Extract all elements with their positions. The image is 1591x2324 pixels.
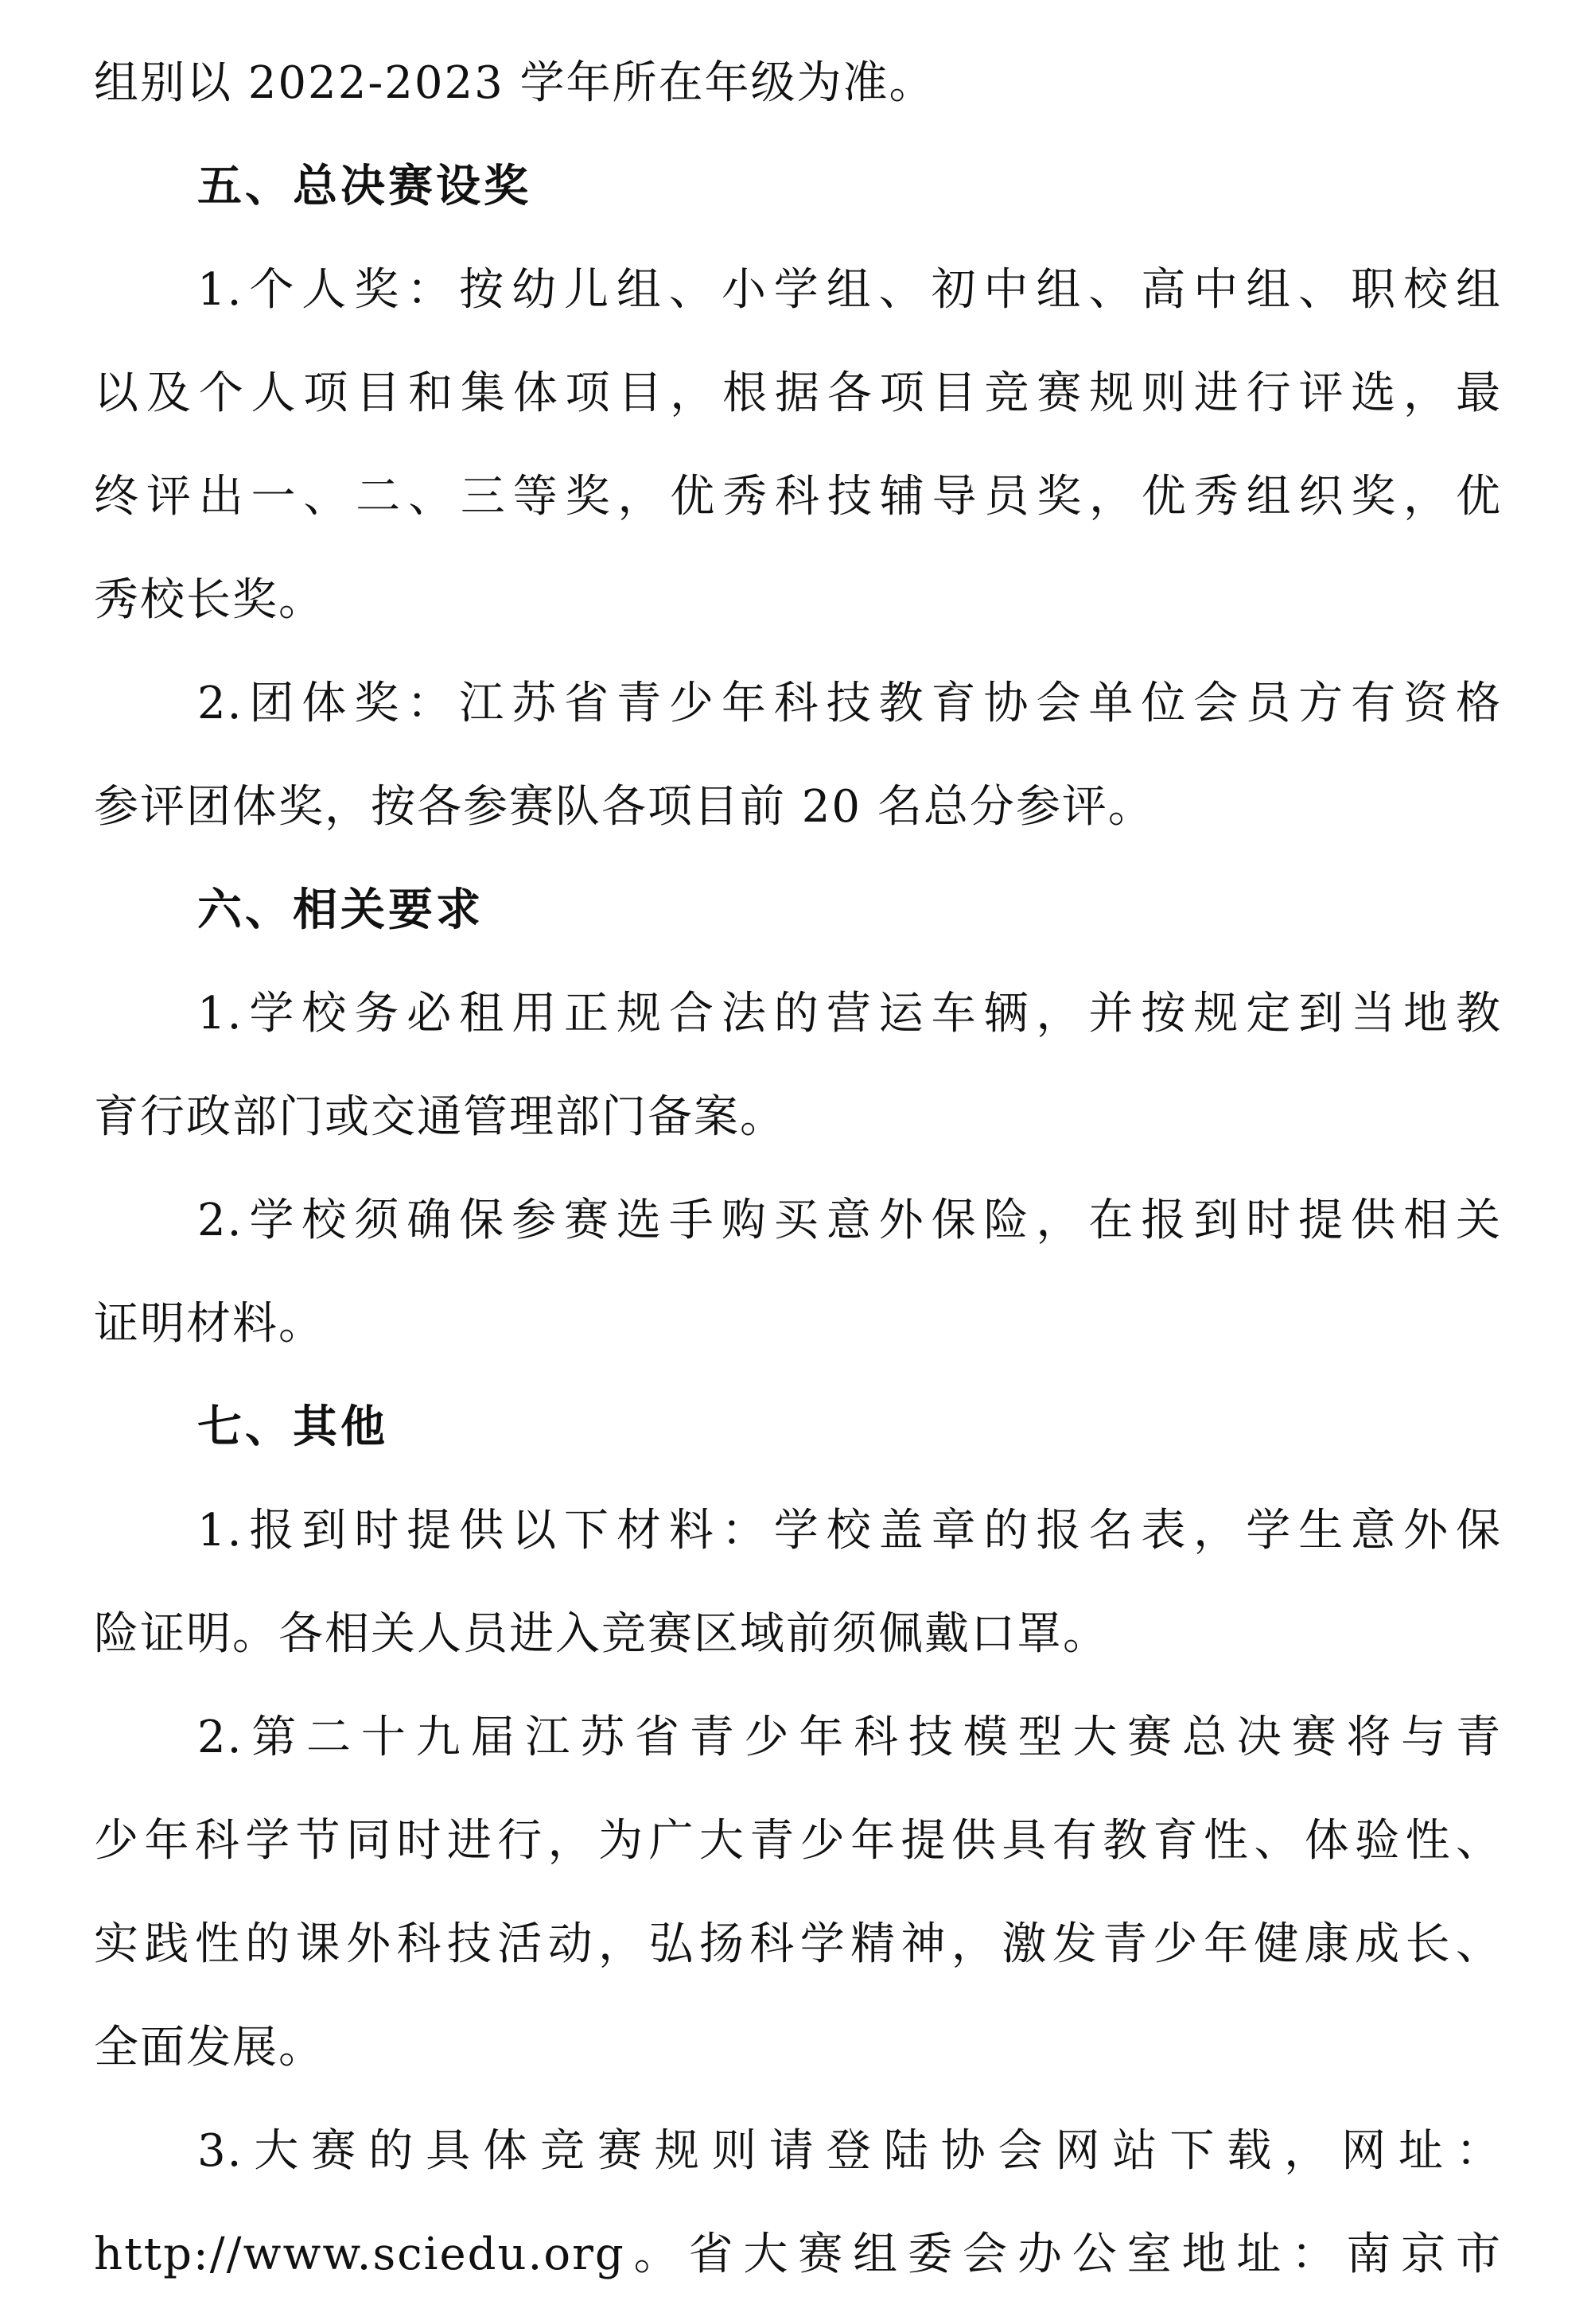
paragraph-line: 1.学校务必租用正规合法的营运车辆，并按规定到当地教 — [197, 988, 1502, 1040]
section-heading-requirements: 六、相关要求 — [197, 884, 484, 936]
paragraph-line: 2.学校须确保参赛选手购买意外保险，在报到时提供相关 — [197, 1195, 1502, 1246]
paragraph-line: 2.第二十九届江苏省青少年科技模型大赛总决赛将与青 — [197, 1712, 1502, 1763]
paragraph-line: 终评出一、二、三等奖，优秀科技辅导员奖，优秀组织奖，优 — [94, 471, 1502, 523]
paragraph-line: 实践性的课外科技活动，弘扬科学精神，激发青少年健康成长、 — [94, 1918, 1502, 1970]
paragraph-line: 1.个人奖：按幼儿组、小学组、初中组、高中组、职校组 — [197, 264, 1502, 316]
paragraph-line: 3.大赛的具体竞赛规则请登陆协会网站下载，网址： — [197, 2125, 1502, 2177]
paragraph-line: 组别以 2022-2023 学年所在年级为准。 — [94, 57, 936, 109]
paragraph-line: 参评团体奖，按各参赛队各项目前 20 名总分参评。 — [94, 781, 1154, 833]
paragraph-line: 险证明。各相关人员进入竞赛区域前须佩戴口罩。 — [94, 1608, 1109, 1660]
paragraph-line: 全面发展。 — [94, 2022, 325, 2073]
paragraph-line: 育行政部门或交通管理部门备案。 — [94, 1091, 786, 1143]
document-page — [94, 32, 1502, 2307]
paragraph-line: 证明材料。 — [94, 1298, 325, 1350]
paragraph-line: 1.报到时提供以下材料：学校盖章的报名表，学生意外保 — [197, 1505, 1502, 1556]
paragraph-line: 2.团体奖：江苏省青少年科技教育协会单位会员方有资格 — [197, 678, 1502, 729]
section-heading-awards: 五、总决赛设奖 — [197, 161, 531, 212]
section-heading-other: 七、其他 — [197, 1401, 388, 1453]
paragraph-line: 秀校长奖。 — [94, 574, 325, 626]
paragraph-line: 以及个人项目和集体项目，根据各项目竞赛规则进行评选，最 — [94, 367, 1502, 419]
paragraph-line: 少年科学节同时进行，为广大青少年提供具有教育性、体验性、 — [94, 1815, 1502, 1867]
paragraph-line-website: http://www.sciedu.org。省大赛组委会办公室地址：南京市 — [94, 2229, 1502, 2280]
